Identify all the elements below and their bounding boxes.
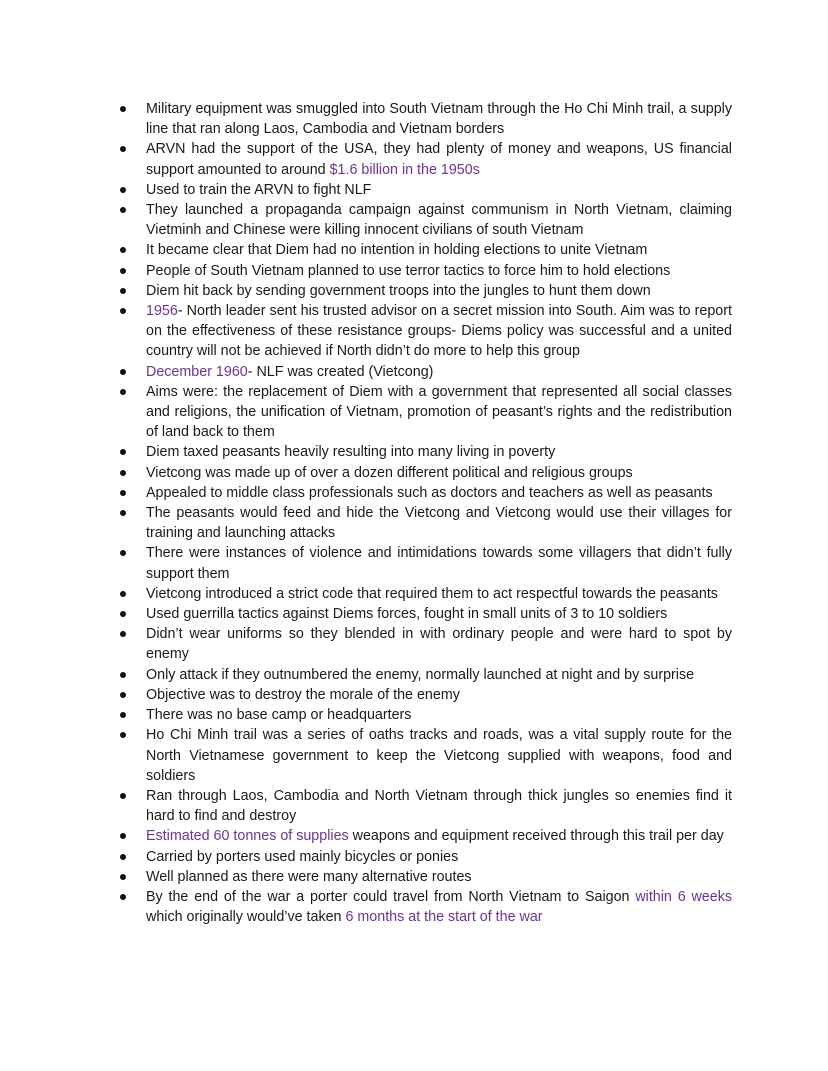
bullet-item (0, 584, 828, 604)
bullet-text: Used guerrilla tactics against Diems forces, fought in small units of 3 to 10 soldiers (146, 606, 668, 623)
bullet-text: Diem hit back by sending government troops into the jungles to hunt them down (146, 282, 651, 299)
bullet-text: Used to train the ARVN to fight NLF (146, 181, 372, 198)
highlighted-text: $1.6 billion in the 1950s (329, 161, 480, 178)
bullet-item (0, 463, 828, 483)
bullet-text: Military equipment was smuggled into South Vietnam through the Ho Chi Minh trail, a supply line that ran along Laos, Cambodia and Vietnam borders (146, 101, 732, 138)
highlighted-text: Estimated 60 tonnes of supplies (146, 828, 349, 845)
bullet-list (0, 99, 828, 927)
bullet-item (0, 200, 828, 240)
bullet-item (0, 847, 828, 867)
bullet-text: People of South Vietnam planned to use terror tactics to force him to hold elections (146, 262, 671, 279)
bullet-item (0, 826, 828, 846)
bullet-item (0, 543, 828, 583)
bullet-item (0, 624, 828, 664)
bullet-text: Vietcong was made up of over a dozen different political and religious groups (146, 464, 633, 481)
highlighted-text: December 1960 (146, 363, 248, 380)
bullet-text: - North leader sent his trusted advisor on a secret mission into South. Aim was to report on the effectiveness of these resistance groups- Diems policy was successful and a united country will not be achieved if North didn’t do more to help this group (146, 303, 732, 360)
bullet-item (0, 99, 828, 139)
bullet-item (0, 786, 828, 826)
highlighted-text: within 6 weeks (635, 888, 732, 905)
bullet-text: which originally would’ve taken (146, 909, 346, 926)
bullet-item (0, 180, 828, 200)
bullet-item (0, 725, 828, 786)
bullet-text: Only attack if they outnumbered the enemy, normally launched at night and by surprise (146, 666, 695, 683)
bullet-text: There was no base camp or headquarters (146, 707, 412, 724)
bullet-item (0, 685, 828, 705)
bullet-item (0, 867, 828, 887)
bullet-text: Ho Chi Minh trail was a series of oaths tracks and roads, was a vital supply route for the North Vietnamese government to keep the Vietcong supplied with weapons, food and soldiers (146, 727, 732, 784)
bullet-text: Carried by porters used mainly bicycles or ponies (146, 848, 459, 865)
bullet-item (0, 139, 828, 179)
bullet-text: ARVN had the support of the USA, they had plenty of money and weapons, US financial support amounted to around (146, 141, 732, 178)
bullet-item (0, 705, 828, 725)
bullet-text: Ran through Laos, Cambodia and North Vietnam through thick jungles so enemies find it hard to find and destroy (146, 787, 732, 825)
bullet-text: Aims were: the replacement of Diem with a government that represented all social classes and religions, the unification of Vietnam, promotion of peasant’s rights and the redistribution of land back to them (146, 383, 732, 441)
bullet-item (0, 665, 828, 685)
bullet-text: Well planned as there were many alternative routes (146, 868, 472, 885)
bullet-item (0, 483, 828, 503)
bullet-item (0, 604, 828, 624)
bullet-item (0, 442, 828, 462)
bullet-text: Vietcong introduced a strict code that required them to act respectful towards the peasants (146, 585, 718, 602)
bullet-item (0, 362, 828, 382)
bullet-item (0, 301, 828, 362)
bullet-item (0, 887, 828, 927)
highlighted-text: 1956 (146, 303, 178, 320)
bullet-item (0, 240, 828, 260)
bullet-text: By the end of the war a porter could travel from North Vietnam to Saigon (146, 888, 636, 905)
highlighted-text: 6 months at the start of the war (345, 909, 543, 926)
bullet-item (0, 281, 828, 301)
bullet-item (0, 503, 828, 543)
bullet-item (0, 261, 828, 281)
bullet-text: They launched a propaganda campaign against communism in North Vietnam, claiming Vietminh and Chinese were killing innocent civilians of south Vietnam (146, 202, 732, 239)
bullet-text: The peasants would feed and hide the Vietcong and Vietcong would use their villages for training and launching attacks (146, 505, 732, 542)
bullet-text: Appealed to middle class professionals such as doctors and teachers as well as peasants (146, 484, 713, 501)
bullet-item (0, 382, 828, 443)
bullet-text: Didn’t wear uniforms so they blended in with ordinary people and were hard to spot by enemy (146, 626, 732, 663)
bullet-text: Objective was to destroy the morale of the enemy (146, 686, 460, 703)
bullet-text: - NLF was created (Vietcong) (247, 363, 434, 380)
bullet-text: Diem taxed peasants heavily resulting into many living in poverty (146, 444, 556, 461)
bullet-text: There were instances of violence and intimidations towards some villagers that didn’t fully support them (146, 545, 732, 582)
bullet-text: weapons and equipment received through this trail per day (348, 828, 724, 845)
bullet-text: It became clear that Diem had no intention in holding elections to unite Vietnam (146, 242, 648, 259)
